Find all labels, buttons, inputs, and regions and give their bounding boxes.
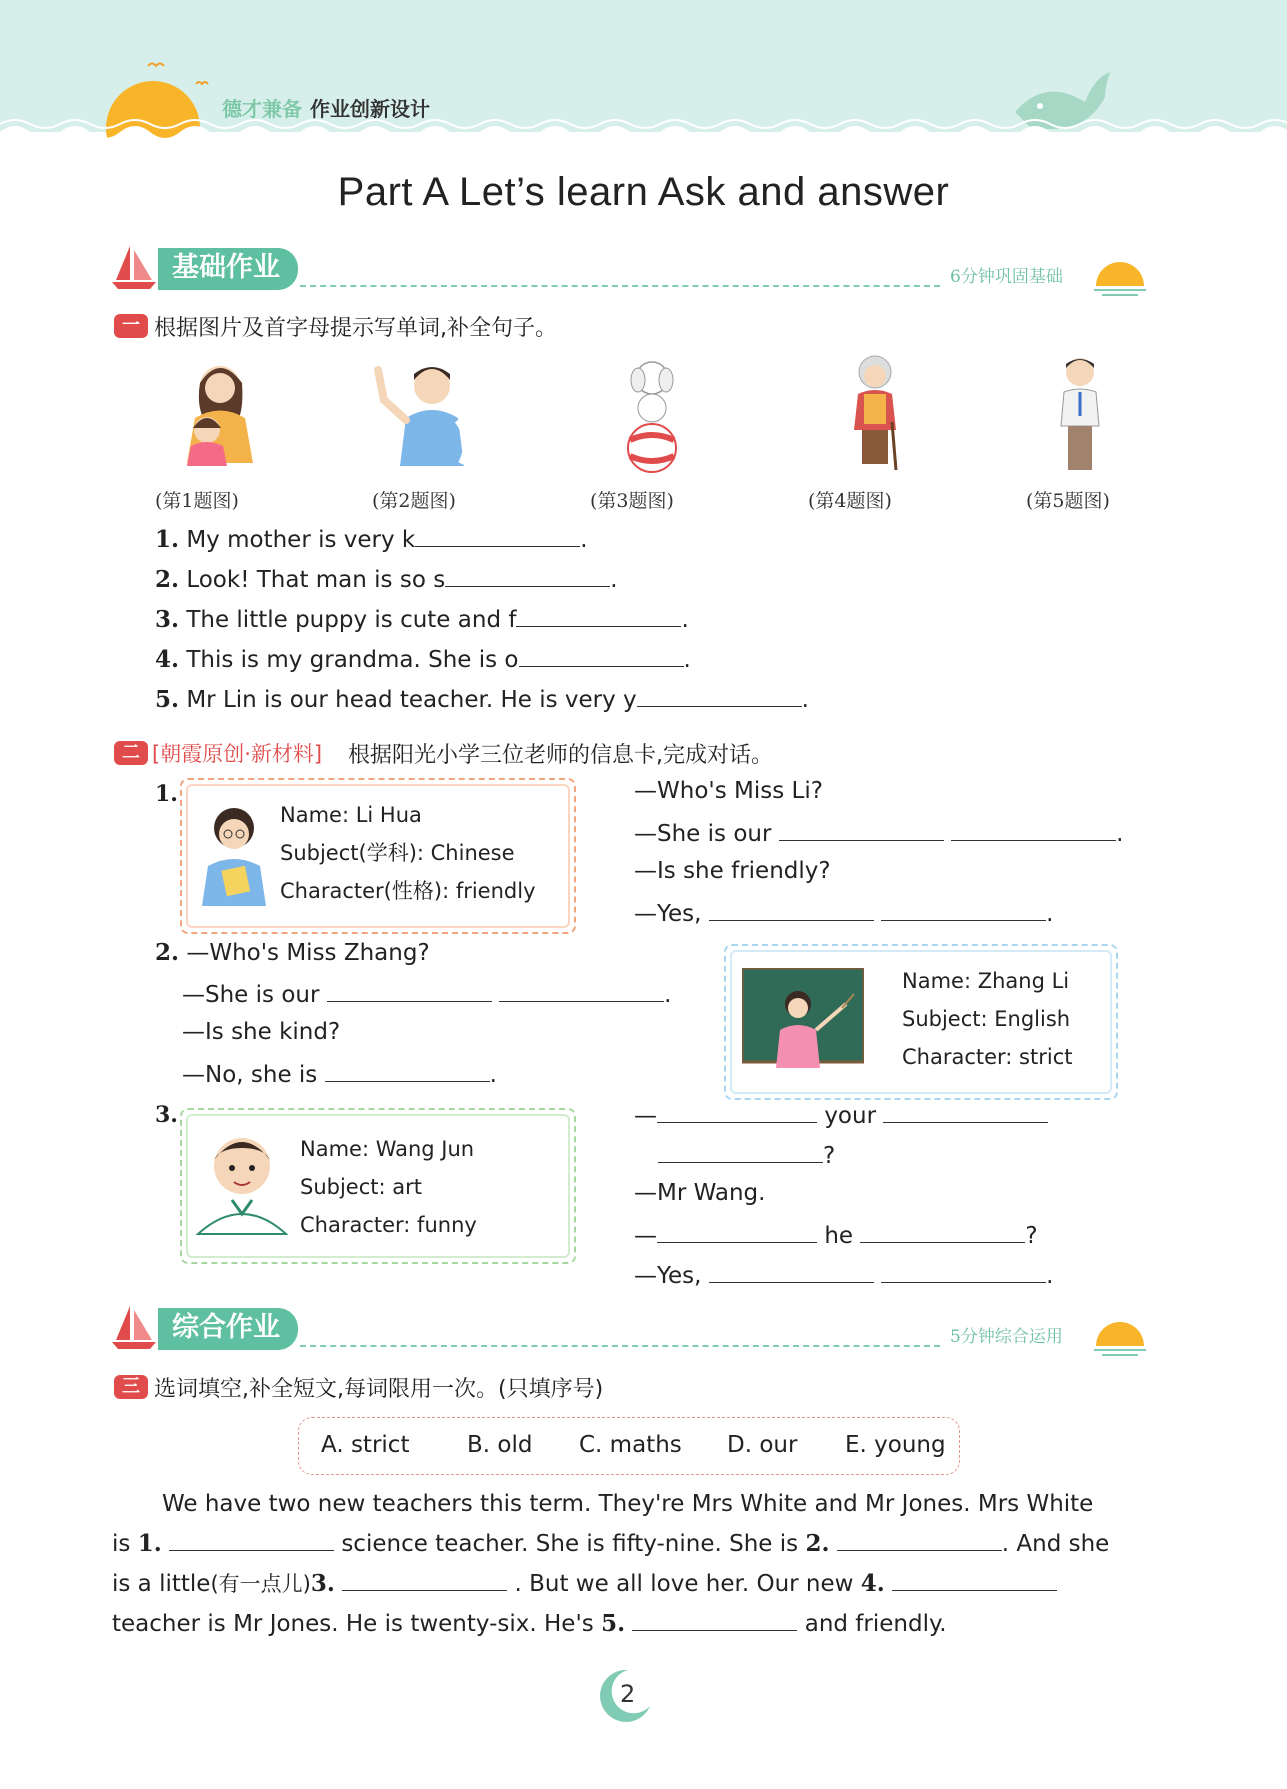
passage-note: (有一点儿) bbox=[210, 1572, 311, 1596]
card1-text bbox=[280, 796, 536, 910]
dialog3-line2 bbox=[658, 1140, 835, 1169]
answer-blank[interactable] bbox=[951, 818, 1116, 841]
answer-blank[interactable] bbox=[516, 604, 681, 627]
card-character: Character(性格): friendly bbox=[280, 879, 536, 903]
blank-number: 2. bbox=[805, 1530, 830, 1557]
section-time-note: 6分钟巩固基础 bbox=[950, 267, 1063, 287]
option-d: D. our bbox=[727, 1432, 798, 1458]
dialog1-line2: —She is our . bbox=[634, 818, 1123, 847]
answer-blank[interactable] bbox=[892, 1568, 1057, 1591]
item-end: . bbox=[580, 527, 588, 553]
card-character: Character: strict bbox=[902, 1045, 1073, 1069]
dialog-text: —No, she is bbox=[182, 1062, 318, 1088]
answer-blank[interactable] bbox=[881, 898, 1046, 921]
answer-blank[interactable] bbox=[632, 1608, 797, 1631]
dialog2-line2: —She is our . bbox=[182, 979, 671, 1008]
card-character: Character: funny bbox=[300, 1213, 477, 1237]
teacher-zhang-avatar bbox=[742, 968, 864, 1072]
answer-blank[interactable] bbox=[860, 1220, 1025, 1243]
passage-text: is a little bbox=[112, 1571, 211, 1597]
question-number-2: 二 bbox=[114, 741, 148, 765]
option-e: E. young bbox=[845, 1432, 946, 1458]
dialog-text: —Yes, bbox=[634, 901, 702, 927]
passage-line-4 bbox=[112, 1604, 947, 1644]
answer-blank[interactable] bbox=[658, 1140, 823, 1163]
dialog3-line1 bbox=[634, 1100, 1048, 1129]
passage-text: teacher is Mr Jones. He is twenty-six. He's bbox=[112, 1611, 594, 1637]
passage-text: is bbox=[112, 1531, 131, 1557]
item-text: This is my grandma. She is o bbox=[186, 647, 519, 673]
item-end: . bbox=[681, 607, 689, 633]
section-time-note: 5分钟综合运用 bbox=[950, 1327, 1063, 1347]
dialog2-line1 bbox=[155, 939, 430, 966]
dialog1-line4: —Yes, . bbox=[634, 898, 1053, 927]
dialog-qmark: ? bbox=[1025, 1223, 1038, 1249]
q1-item-2 bbox=[155, 564, 618, 593]
dialog-text: your bbox=[824, 1103, 877, 1129]
dialog1-line1: —Who's Miss Li? bbox=[634, 778, 823, 804]
teacher-li-avatar bbox=[196, 802, 276, 910]
caption-1: (第1题图) bbox=[155, 490, 239, 512]
info-card-li-hua bbox=[180, 778, 576, 934]
answer-blank[interactable] bbox=[169, 1528, 334, 1551]
section-divider bbox=[300, 285, 940, 287]
dialog-dash: — bbox=[634, 1103, 657, 1129]
answer-blank[interactable] bbox=[342, 1568, 507, 1591]
grandma-illustration bbox=[840, 352, 910, 476]
caption-3: (第3题图) bbox=[590, 490, 674, 512]
dialog-text: he bbox=[824, 1223, 854, 1249]
passage-line-2 bbox=[112, 1524, 1109, 1564]
brand-green: 德才兼备 bbox=[222, 97, 302, 121]
caption-2: (第2题图) bbox=[372, 490, 456, 512]
answer-blank[interactable] bbox=[837, 1528, 1002, 1551]
card-subject: Subject: English bbox=[902, 1007, 1071, 1031]
answer-blank[interactable] bbox=[327, 979, 492, 1002]
passage-text: . And she bbox=[1001, 1531, 1110, 1557]
card-name: Name: Wang Jun bbox=[300, 1137, 475, 1161]
item-number: 5. bbox=[155, 686, 180, 713]
caption-5: (第5题图) bbox=[1026, 490, 1110, 512]
blank-number: 1. bbox=[137, 1530, 162, 1557]
item-end: . bbox=[801, 687, 809, 713]
card-subject: Subject(学科): Chinese bbox=[280, 841, 515, 865]
q1-item-3 bbox=[155, 604, 689, 633]
option-a: A. strict bbox=[321, 1432, 410, 1458]
answer-blank[interactable] bbox=[709, 898, 874, 921]
page-title: Part A Let’s learn Ask and answer bbox=[337, 170, 950, 214]
answer-blank[interactable] bbox=[325, 1059, 490, 1082]
sailboat-icon bbox=[110, 244, 160, 290]
item-text: The little puppy is cute and f bbox=[186, 607, 517, 633]
word-options-box bbox=[298, 1417, 960, 1475]
strong-man-illustration bbox=[368, 358, 478, 468]
brand-title bbox=[222, 93, 430, 122]
answer-blank[interactable] bbox=[499, 979, 664, 1002]
question-3-instruction: 选词填空,补全短文,每词限用一次。(只填序号) bbox=[154, 1377, 604, 1402]
answer-blank[interactable] bbox=[779, 818, 944, 841]
option-b: B. old bbox=[467, 1432, 533, 1458]
young-teacher-illustration bbox=[1048, 352, 1113, 478]
answer-blank[interactable] bbox=[415, 524, 580, 547]
question-number-3: 三 bbox=[114, 1375, 148, 1399]
teacher-wang-avatar bbox=[194, 1130, 290, 1240]
card-name: Name: Li Hua bbox=[280, 803, 422, 827]
dialog-dash: — bbox=[634, 1223, 657, 1249]
brand-dark: 作业创新设计 bbox=[310, 97, 430, 121]
item-number: 4. bbox=[155, 646, 180, 673]
answer-blank[interactable] bbox=[657, 1100, 817, 1123]
question-number-1: 一 bbox=[114, 314, 148, 338]
card3-text bbox=[300, 1130, 477, 1244]
sun-icon bbox=[1090, 1312, 1150, 1356]
passage-line-3 bbox=[112, 1564, 1057, 1604]
item-text: My mother is very k bbox=[186, 527, 416, 553]
item-end: . bbox=[683, 647, 691, 673]
dialog-qmark: ? bbox=[823, 1143, 836, 1169]
question-2-instruction: 根据阳光小学三位老师的信息卡,完成对话。 bbox=[348, 743, 773, 768]
source-tag: [朝霞原创·新材料] bbox=[152, 742, 323, 766]
answer-blank[interactable] bbox=[881, 1260, 1046, 1283]
info-card-zhang-li bbox=[724, 944, 1118, 1100]
q1-item-1 bbox=[155, 524, 588, 553]
section-label-basic: 基础作业 bbox=[158, 248, 298, 290]
card-subject: Subject: art bbox=[300, 1175, 422, 1199]
answer-blank[interactable] bbox=[519, 644, 684, 667]
option-c: C. maths bbox=[579, 1432, 682, 1458]
dialog2-line4: —No, she is . bbox=[182, 1059, 497, 1088]
sun-icon bbox=[1090, 252, 1150, 296]
q1-item-4 bbox=[155, 644, 691, 673]
dialog2-line3: —Is she kind? bbox=[182, 1019, 341, 1045]
page-number: 2 bbox=[620, 1680, 636, 1708]
dialog-text: —Yes, bbox=[634, 1263, 702, 1289]
passage-text: science teacher. She is fifty-nine. She is bbox=[341, 1531, 799, 1557]
blank-number: 3. bbox=[310, 1570, 335, 1597]
caption-4: (第4题图) bbox=[808, 490, 892, 512]
item-number: 2. bbox=[155, 939, 180, 966]
blank-number: 5. bbox=[601, 1610, 626, 1637]
item-text: Mr Lin is our head teacher. He is very y bbox=[186, 687, 637, 713]
sailboat-icon bbox=[110, 1304, 160, 1350]
dialog-text: —She is our bbox=[182, 982, 320, 1008]
item-number: 3. bbox=[155, 606, 180, 633]
blank-number: 4. bbox=[860, 1570, 885, 1597]
passage-text: and friendly. bbox=[804, 1611, 947, 1637]
answer-blank[interactable] bbox=[657, 1220, 817, 1243]
question-1-instruction: 根据图片及首字母提示写单词,补全句子。 bbox=[154, 316, 557, 341]
card1-number: 1. bbox=[155, 781, 178, 807]
dialog3-line4 bbox=[634, 1220, 1038, 1249]
card-name: Name: Zhang Li bbox=[902, 969, 1070, 993]
dialog-text: —Who's Miss Zhang? bbox=[186, 940, 430, 966]
dialog3-line5: —Yes, . bbox=[634, 1260, 1053, 1289]
answer-blank[interactable] bbox=[709, 1260, 874, 1283]
header-band bbox=[0, 0, 1287, 132]
section-label-comprehensive: 综合作业 bbox=[158, 1308, 298, 1350]
mother-daughter-illustration bbox=[175, 358, 265, 468]
info-card-wang-jun bbox=[180, 1108, 576, 1264]
passage-line-1: We have two new teachers this term. They're Mrs White and Mr Jones. Mrs White bbox=[162, 1491, 1094, 1517]
puppy-on-ball-illustration bbox=[614, 356, 689, 474]
card2-text bbox=[902, 962, 1072, 1076]
section-divider bbox=[300, 1345, 940, 1347]
item-number: 1. bbox=[155, 526, 180, 553]
q1-item-5 bbox=[155, 684, 809, 713]
item-text: Look! That man is so s bbox=[186, 567, 446, 593]
passage-text: . But we all love her. Our new bbox=[514, 1571, 854, 1597]
dialog3-line3: —Mr Wang. bbox=[634, 1180, 766, 1206]
item-end: . bbox=[610, 567, 618, 593]
dialog1-line3: —Is she friendly? bbox=[634, 858, 831, 884]
header-decoration bbox=[0, 0, 1287, 150]
card3-number: 3. bbox=[155, 1102, 178, 1128]
dialog-text: —She is our bbox=[634, 821, 772, 847]
answer-blank[interactable] bbox=[883, 1100, 1048, 1123]
answer-blank[interactable] bbox=[445, 564, 610, 587]
answer-blank[interactable] bbox=[637, 684, 802, 707]
item-number: 2. bbox=[155, 566, 180, 593]
